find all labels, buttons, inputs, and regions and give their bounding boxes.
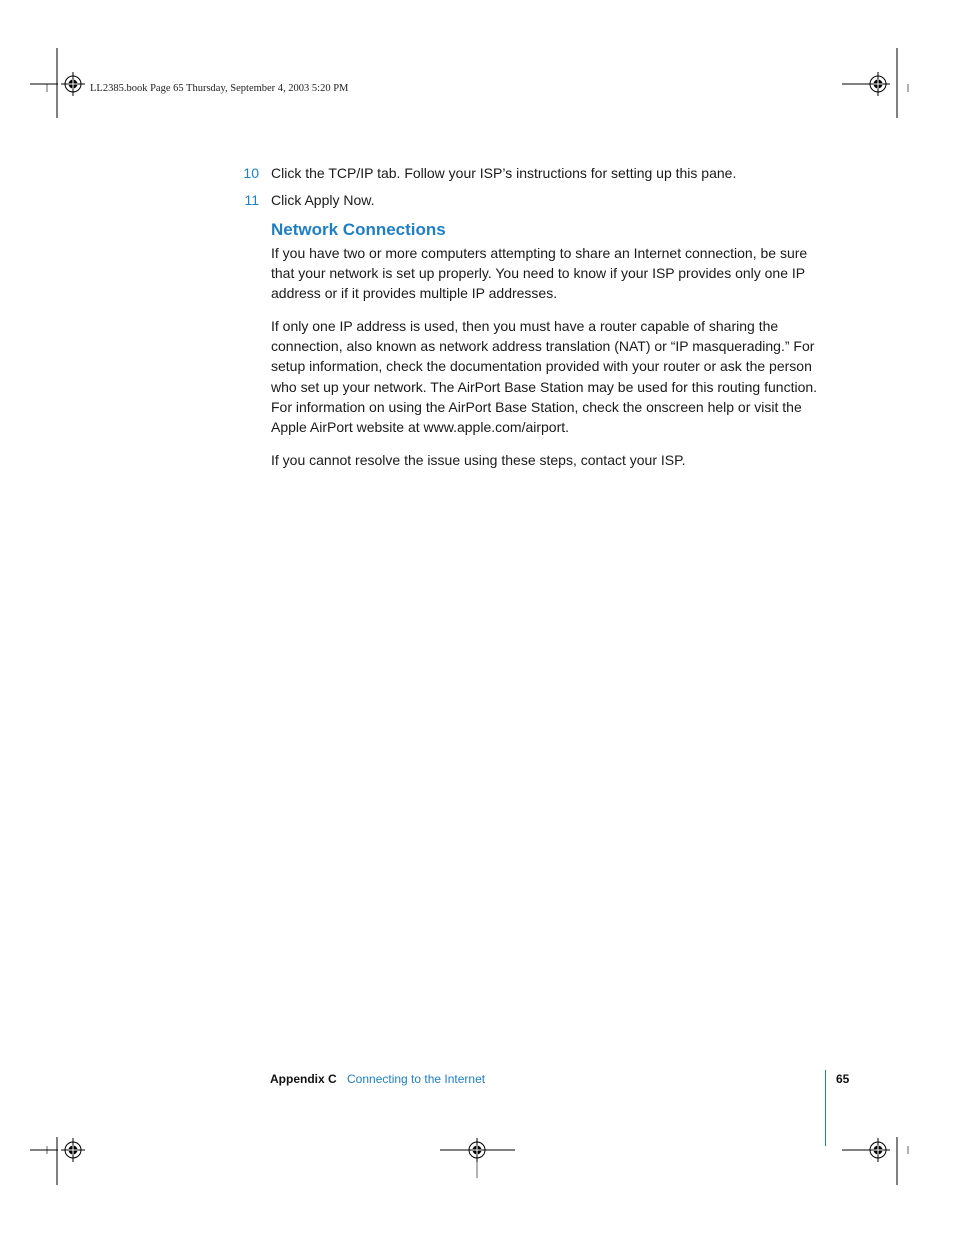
step-number: 10 [243,165,259,181]
paragraph: If you cannot resolve the issue using these steps, contact your ISP. [271,452,686,468]
footer-divider [825,1070,826,1146]
registration-mark-icon [61,72,85,96]
footer-chapter-title: Connecting to the Internet [347,1072,486,1086]
page-number: 65 [836,1072,850,1086]
registration-mark-icon [866,72,890,96]
section-heading: Network Connections [271,220,446,239]
footer-chapter-label: Appendix C [270,1072,337,1086]
step-number: 11 [244,192,259,208]
print-slug: LL2385.book Page 65 Thursday, September 4, 2003 5:20 PM [90,83,349,94]
step-text: Click Apply Now. [271,192,375,208]
paragraph: If you have two or more computers attempting to share an Internet connection, be sure that your network is set up properly. You need to know if your ISP provides only one IP address or if it provides multiple IP addresses. [271,245,808,302]
step-text: Click the TCP/IP tab. Follow your ISP’s instructions for setting up this pane. [271,165,737,181]
paragraph: If only one IP address is used, then you must have a router capable of sharing the connection, also known as network address translation (NAT) or “IP masquerading.” For setup information, check the documentation provided with your router or ask the person who set up your network. The AirPort Base Station may be used for this routing function. For information on using the AirPort Base Station, check the onscreen help or visit the Apple AirPort website at www.apple.com/airport. [271,318,818,436]
registration-mark-icon [866,1138,890,1162]
registration-mark-icon [465,1138,489,1162]
registration-mark-icon [61,1138,85,1162]
